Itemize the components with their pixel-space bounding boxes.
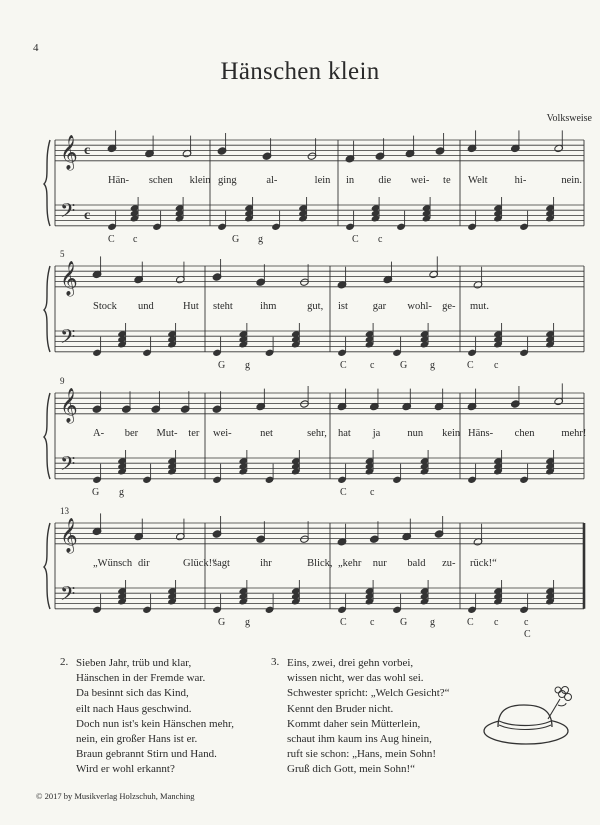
lyric-syllable: steht bbox=[213, 301, 233, 312]
chord-symbol: g bbox=[119, 487, 124, 498]
measure-number: 9 bbox=[60, 376, 65, 386]
chord-symbol: c bbox=[370, 617, 375, 628]
lyric-syllable: Hän- bbox=[108, 175, 129, 186]
lyric-syllable: schen bbox=[148, 175, 173, 186]
verse-line: wissen nicht, wer das wohl sei. bbox=[287, 672, 424, 685]
verse-line: eilt nach Haus geschwind. bbox=[76, 702, 192, 715]
lyric-syllable: klein bbox=[189, 175, 211, 186]
chord-symbol: C bbox=[467, 360, 474, 371]
lyric-syllable: wei- bbox=[213, 428, 232, 439]
lyric-syllable: te bbox=[443, 175, 451, 186]
lyric-syllable: kein bbox=[442, 428, 461, 439]
verse-line: Eins, zwei, drei gehn vorbei, bbox=[287, 657, 414, 669]
lyric-syllable: sehr, bbox=[307, 428, 327, 439]
lyric-syllable: ihr bbox=[260, 558, 272, 569]
verse-line: ruft sie schon: „Hans, mein Sohn! bbox=[287, 748, 437, 761]
lyric-syllable: wohl- bbox=[407, 301, 432, 312]
staff-lines bbox=[0, 256, 600, 381]
chord-symbol: G bbox=[92, 487, 100, 498]
hat-illustration-icon bbox=[478, 683, 578, 753]
chord-symbol: g bbox=[245, 360, 250, 371]
chord-symbol: g bbox=[430, 617, 435, 628]
chord-symbol: C bbox=[340, 360, 347, 371]
lyric-syllable: ja bbox=[372, 428, 381, 439]
music-system bbox=[0, 249, 600, 381]
chord-symbol: C bbox=[340, 487, 347, 498]
chord-symbol: g bbox=[258, 234, 263, 245]
music-system bbox=[0, 130, 600, 255]
lyric-syllable: mut. bbox=[470, 301, 489, 312]
verse-line: nein, ein großer Hans ist er. bbox=[76, 733, 198, 746]
lyric-syllable: „kehr bbox=[338, 558, 362, 569]
chord-symbol: G bbox=[400, 360, 408, 371]
chord-symbol: g bbox=[245, 617, 250, 628]
lyric-syllable: nur bbox=[372, 558, 387, 569]
chord-symbol: c bbox=[378, 234, 383, 245]
chord-symbol: C bbox=[524, 629, 531, 640]
lyric-syllable: Mut- bbox=[156, 428, 178, 439]
chord-symbol: G bbox=[400, 617, 408, 628]
lyric-syllable: ter bbox=[188, 428, 200, 439]
verse-line: Wird er wohl erkannt? bbox=[76, 763, 175, 776]
lyric-syllable: und bbox=[138, 301, 154, 312]
verse-line: Hänschen in der Fremde war. bbox=[76, 672, 206, 685]
lyric-syllable: nein. bbox=[561, 175, 583, 186]
lyric-syllable: rück!“ bbox=[470, 558, 497, 569]
page-number: 4 bbox=[33, 42, 39, 54]
svg-text:c: c bbox=[84, 143, 91, 158]
svg-text:𝄢: 𝄢 bbox=[60, 325, 76, 353]
lyric-syllable: net bbox=[260, 428, 273, 439]
verse-line: Gruß dich Gott, mein Sohn!“ bbox=[287, 763, 416, 776]
chord-symbol: c bbox=[494, 617, 499, 628]
verse-line: Schwester spricht: „Welch Gesicht?“ bbox=[287, 687, 450, 700]
music-system bbox=[0, 506, 600, 640]
lyric-syllable: Stock bbox=[93, 301, 117, 312]
lyric-syllable: gar bbox=[372, 301, 387, 312]
chord-symbol: c bbox=[370, 487, 375, 498]
song-title: Hänschen klein bbox=[220, 58, 380, 85]
chord-symbol: G bbox=[218, 617, 226, 628]
copyright-notice: © 2017 by Musikverlag Holzschuh, Manching bbox=[36, 791, 195, 801]
verse-line: Kommt daher sein Mütterlein, bbox=[287, 717, 421, 730]
chord-symbol: c bbox=[524, 617, 529, 628]
lyric-syllable: lein bbox=[314, 175, 331, 186]
lyric-syllable: die bbox=[378, 175, 392, 186]
lyric-syllable: wei- bbox=[410, 175, 430, 186]
verse-line: Da besinnt sich das Kind, bbox=[76, 687, 189, 700]
staff-lines bbox=[0, 513, 600, 638]
svg-text:𝄢: 𝄢 bbox=[60, 452, 76, 480]
lyric-syllable: hat bbox=[338, 428, 351, 439]
music-system bbox=[0, 376, 600, 508]
chord-symbol: C bbox=[467, 617, 474, 628]
verse-text bbox=[287, 656, 450, 778]
lyric-syllable: ging bbox=[218, 175, 237, 186]
chord-symbol: C bbox=[108, 234, 115, 245]
svg-text:𝄞: 𝄞 bbox=[60, 135, 78, 170]
chord-symbol: G bbox=[232, 234, 240, 245]
lyric-syllable: Welt bbox=[468, 175, 488, 186]
chord-symbol: c bbox=[370, 360, 375, 371]
lyric-syllable: Hut bbox=[183, 301, 199, 312]
lyric-syllable: hi- bbox=[514, 175, 527, 186]
lyric-syllable: zu- bbox=[442, 558, 456, 569]
verse-line: Kennt den Bruder nicht. bbox=[287, 702, 394, 715]
lyric-syllable: ist bbox=[338, 301, 348, 312]
lyric-syllable: mehr! bbox=[561, 428, 587, 439]
lyric-syllable: Häns- bbox=[468, 428, 494, 439]
staff-lines bbox=[0, 383, 600, 508]
svg-text:𝄢: 𝄢 bbox=[60, 582, 76, 610]
lyric-syllable: Blick, bbox=[307, 558, 333, 569]
staff-lines bbox=[0, 130, 600, 255]
lyric-syllable: ge- bbox=[442, 301, 456, 312]
verse-line: schaut ihm kaum ins Aug hinein, bbox=[287, 733, 432, 746]
measure-number: 13 bbox=[60, 506, 69, 516]
svg-text:𝄢: 𝄢 bbox=[60, 199, 76, 227]
chord-symbol: c bbox=[133, 234, 138, 245]
lyric-syllable: „Wünsch bbox=[93, 558, 133, 569]
lyric-syllable: sagt bbox=[213, 558, 230, 569]
chord-symbol: C bbox=[340, 617, 347, 628]
chord-symbol: G bbox=[218, 360, 226, 371]
composer-credit: Volksweise bbox=[546, 113, 592, 124]
lyric-syllable: ber bbox=[124, 428, 139, 439]
verse-line: Sieben Jahr, trüb und klar, bbox=[76, 657, 192, 669]
verse-text bbox=[76, 656, 234, 778]
verse-line: Doch nun ist's kein Hänschen mehr, bbox=[76, 717, 234, 730]
chord-symbol: c bbox=[494, 360, 499, 371]
lyric-syllable: A- bbox=[93, 428, 105, 439]
lyric-syllable: al- bbox=[266, 175, 278, 186]
chord-symbol: g bbox=[430, 360, 435, 371]
verse-line: Braun gebrannt Stirn und Hand. bbox=[76, 748, 217, 761]
lyric-syllable: gut, bbox=[307, 301, 324, 312]
lyric-syllable: nun bbox=[407, 428, 424, 439]
lyric-syllable: dir bbox=[138, 558, 150, 569]
lyric-syllable: chen bbox=[514, 428, 535, 439]
svg-text:𝄞: 𝄞 bbox=[60, 388, 78, 423]
verse-number: 3. bbox=[271, 656, 280, 668]
svg-text:𝄞: 𝄞 bbox=[60, 518, 78, 553]
svg-text:𝄞: 𝄞 bbox=[60, 261, 78, 296]
lyric-syllable: Glück!“ bbox=[183, 558, 217, 569]
lyric-syllable: bald bbox=[407, 558, 426, 569]
chord-symbol: C bbox=[352, 234, 359, 245]
lyric-syllable: in bbox=[346, 175, 355, 186]
lyric-syllable: ihm bbox=[260, 301, 277, 312]
verse-number: 2. bbox=[60, 656, 69, 668]
svg-text:c: c bbox=[84, 208, 91, 223]
measure-number: 5 bbox=[60, 249, 65, 259]
